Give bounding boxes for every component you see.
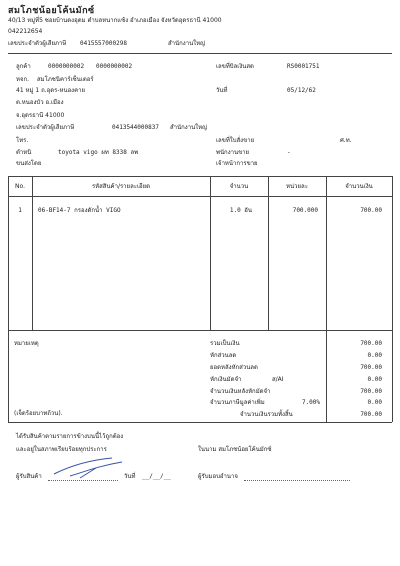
summary-value-vat: 0.00 xyxy=(367,399,382,406)
company-tax-id: 0415557000298 xyxy=(80,40,127,47)
summary-label-discount: หักส่วนลด xyxy=(210,352,237,359)
table-border-left xyxy=(8,176,9,330)
customer-phone-label: โทร. xyxy=(16,137,29,144)
company-phone: 042212654 xyxy=(8,28,43,35)
customer-tax-label: เลขประจำตัวผู้เสียภาษี xyxy=(16,124,75,131)
customer-address-3: จ.อุดรธานี 41000 xyxy=(16,112,65,119)
receipt-text-2: และอยู่ในสภาพเรียบร้อยทุกประการ xyxy=(16,446,107,453)
authorized-label: ผู้รับมอบอำนาจ xyxy=(198,473,238,480)
receiver-label: ผู้รับสินค้า xyxy=(16,473,42,480)
summary-value-total: 700.00 xyxy=(360,411,382,418)
table-col-divider-4 xyxy=(326,176,327,330)
company-address: 40/13 หมู่ที่5 ซอยบ้านดงอุดม ตำบลหนากแซ้ง อำเภอเมือง จังหวัดอุดรธานี 41000 xyxy=(8,17,222,24)
customer-code-label: ลูกค้า xyxy=(16,63,31,70)
summary-label-vat: จำนวนภาษีมูลค่าเพิ่ม xyxy=(210,399,265,406)
summary-border-left xyxy=(8,330,9,422)
company-tax-label: เลขประจำตัวผู้เสียภาษี xyxy=(8,40,67,47)
doc-salesman-label: พนักงานขาย xyxy=(216,149,250,156)
summary-border-right xyxy=(392,330,393,422)
customer-note-label: ตำหนิ xyxy=(16,149,32,156)
summary-value-deposit: 0.00 xyxy=(367,376,382,383)
table-row-unit: 700.000 xyxy=(292,207,318,214)
customer-address-2: ต.หนองบัว อ.เมือง xyxy=(16,99,64,106)
summary-label-total: จำนวนเงินรวมทั้งสิ้น xyxy=(240,411,293,418)
doc-staff-label: เจ้าหน้าการขาย xyxy=(216,160,258,167)
table-row-desc: 06-BF14-7 กรองดักน้ำ VIGO xyxy=(38,207,121,214)
table-col-divider-3 xyxy=(268,176,269,330)
summary-extra-vat: 7.00% xyxy=(301,399,320,406)
company-name: สมโภชน้อยโค้นมักซ์ xyxy=(8,6,95,16)
summary-value-subtotal: 700.00 xyxy=(360,340,382,347)
remarks-label: หมายเหตุ xyxy=(14,340,39,347)
summary-label-subtotal: รวมเป็นเงิน xyxy=(210,340,240,347)
doc-salesman: - xyxy=(287,149,291,156)
customer-code: 0000000002 xyxy=(48,63,85,70)
table-header-no: No. xyxy=(15,183,25,190)
customer-address-1: 41 หมู่ 1 ถ.อุดร-หนองคาย xyxy=(16,87,85,94)
company-branch: สำนักงานใหญ่ xyxy=(168,40,206,47)
receiver-line xyxy=(48,480,118,481)
table-header-qty: จำนวน xyxy=(229,183,249,190)
summary-label-after-discount: ยอดหลังหักส่วนลด xyxy=(210,364,258,371)
table-header-amount: จำนวนเงิน xyxy=(345,183,373,190)
footer-date-label: วันที่ xyxy=(124,473,136,480)
receiver-signature xyxy=(50,456,130,480)
summary-label-deposit: หักเงินมัดจำ xyxy=(210,376,242,383)
summary-label-after-deposit: จำนวนเงินหลังหักมัดจำ xyxy=(210,388,271,395)
doc-number: RS0001751 xyxy=(287,63,320,70)
table-col-divider-1 xyxy=(32,176,33,330)
table-row-no: 1 xyxy=(18,207,22,214)
doc-date-label: วันที่ xyxy=(216,87,228,94)
table-header-unit: หน่วยละ xyxy=(286,183,308,190)
receipt-text-1: ได้รับสินค้าตามรายการข้างบนนี้ไว้ถูกต้อง xyxy=(16,433,124,440)
doc-number-label: เลขที่บิลเงินสด xyxy=(216,63,254,70)
doc-terms-label: ศ.ท. xyxy=(340,137,352,144)
customer-code2: 0000000002 xyxy=(96,63,133,70)
table-top-border xyxy=(8,176,392,177)
customer-ship-label: ขนส่งโดย xyxy=(16,160,42,167)
customer-note: toyota vigo ผท 8338 ลพ xyxy=(58,149,139,156)
customer-name-label: หจก. xyxy=(16,76,30,83)
doc-order-label: เลขที่ใบสั่งขาย xyxy=(216,137,255,144)
table-row-amount: 700.00 xyxy=(360,207,382,214)
table-col-divider-2 xyxy=(210,176,211,330)
amount-in-words: (เจ็ดร้อยบาทถ้วน). xyxy=(14,410,63,417)
table-header-desc: รหัสสินค้า/รายละเอียด xyxy=(91,183,151,190)
table-bottom-border xyxy=(8,330,392,331)
footer-date-blank: __/__/__ xyxy=(142,473,171,480)
table-border-right xyxy=(392,176,393,330)
on-behalf-text: ในนาม สมโภชน้อยโค้นมักซ์ xyxy=(198,446,272,453)
customer-name: สมโภชนิคาร์เซ็นเตอร์ xyxy=(37,76,94,83)
summary-value-after-discount: 700.00 xyxy=(360,364,382,371)
summary-value-after-deposit: 700.00 xyxy=(360,388,382,395)
doc-date: 05/12/62 xyxy=(287,87,316,94)
summary-bottom-border xyxy=(8,422,392,423)
table-row-qty: 1.0 อัน xyxy=(229,207,252,214)
table-header-bottom xyxy=(8,196,392,197)
customer-tax-id: 0413544000837 xyxy=(112,124,159,131)
summary-extra-deposit: ส/AI xyxy=(272,376,284,383)
authorized-line xyxy=(244,480,350,481)
header-divider xyxy=(8,53,392,54)
summary-value-discount: 0.00 xyxy=(367,352,382,359)
customer-branch: สำนักงานใหญ่ xyxy=(170,124,208,131)
